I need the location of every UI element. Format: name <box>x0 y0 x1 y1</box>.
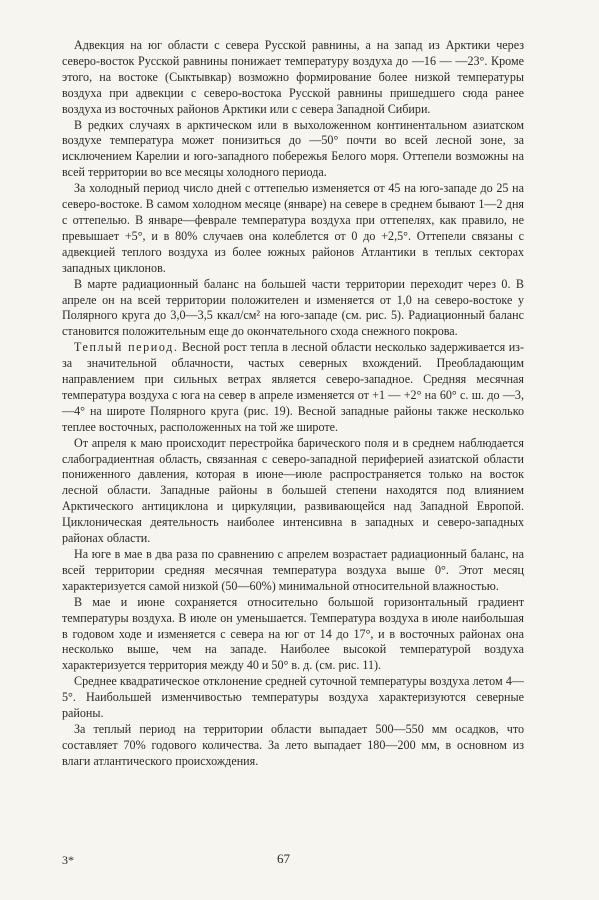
warm-period-text: Весной рост тепла в лесной области несколько задерживается из-за значительной облачности, частых северных вхождений. Преобладающим направлением при сильных ветрах является северо-западное. Средняя месячная температура воздуха с юга на север в апреле изменяется от +1 — +2° на 60° с. ш. до —3, —4° на широте Полярного круга (рис. 19). Весной западные районы также несколько теплее восточных, расположенных на той же широте. <box>62 340 524 434</box>
paragraph-rare-cases: В редких случаях в арктическом или в выхоложенном континентальном азиатском воздухе температура может понизиться до —50° почти во всей лесной зоне, за исключением Карелии и юго-западного побережья Белого моря. Оттепели возможны на всей территории во все месяцы холодного периода. <box>62 117 524 180</box>
paragraph-advection: Адвекция на юг области с севера Русской равнины, а на запад из Арктики через северо-восток Русской равнины понижает температуру воздуха до —16 — —23°. Кроме этого, на востоке (Сыктывкар) возможно формирование более низкой температуры воздуха при адвекции с северо-востока Русской равнины пришедшего сюда ранее воздуха из восточных районов Арктики или с севера Западной Сибири. <box>62 38 524 116</box>
paragraph-radiation-balance: В марте радиационный баланс на большей части территории переходит через 0. В апреле он на всей территории положителен и изменяется от 1,0 на северо-востоке у Полярного круга до 3,0—3,5 ккал/см² на юго-западе (см. рис. 5). Радиационный баланс становится положительным еще до окончательного схода снежного покрова. <box>62 276 524 339</box>
paragraph-may-south: На юге в мае в два раза по сравнению с апрелем возрастает радиационный баланс, на всей территории средняя месячная температура воздуха выше 0°. Этот месяц характеризуется самой низкой (50—60%) минимальной относительной влажностью. <box>62 547 524 593</box>
page-number: 67 <box>277 851 290 866</box>
warm-period-heading: Теплый период. <box>74 340 179 355</box>
main-text <box>62 38 524 770</box>
paragraph-precipitation: За теплый период на территории области выпадает 500—550 мм осадков, что составляет 70% годового количества. За лето выпадает 180—200 мм, в основном из влаги атлантического происхождения. <box>62 721 524 768</box>
paragraph-may-june-gradient: В мае и июне сохраняется относительно большой горизонтальный градиент температуры воздуха. В июле он уменьшается. Температура воздуха в июле наибольшая в годовом ходе и изменяется с севера на юг от 14 до 17°, и в восточных районах она несколько выше, чем на западе. Наиболее высокой температурой воздуха характеризуется территория между 40 и 50° в. д. (см. рис. 11). <box>62 594 524 673</box>
paragraph-warm-period <box>62 340 524 435</box>
paragraph-std-deviation: Среднее квадратическое отклонение средней суточной температуры воздуха летом 4—5°. Наибольшей изменчивостью температуры воздуха характеризуются северные районы. <box>62 674 524 721</box>
paragraph-thaw-days: За холодный период число дней с оттепелью изменяется от 45 на юго-западе до 25 на северо-востоке. В самом холодном месяце (январе) на севере в среднем бывают 1—2 дня с оттепелью. В январе—феврале температура воздуха при оттепелях, как правило, не превышает +5°, и в 80% случаев она колеблется от 0 до +2,5°. Оттепели связаны с адвекцией теплого воздуха из более южных районов Атлантики в теплых секторах западных циклонов. <box>62 181 524 275</box>
paragraph-pressure-field: От апреля к маю происходит перестройка барического поля и в среднем наблюдается слабоградиентная область, связанная с северо-западной периферией азиатской области пониженного давления, которая в июне—июле распространяется только на восток лесной области. Западные районы в большей степени находятся под влиянием Арктического антициклона и циркуляции, развивающейся над Западной Европой. Циклоническая деятельность наиболее интенсивна в западных и северо-западных районах области. <box>62 435 524 546</box>
signature-mark: 3* <box>62 853 74 867</box>
